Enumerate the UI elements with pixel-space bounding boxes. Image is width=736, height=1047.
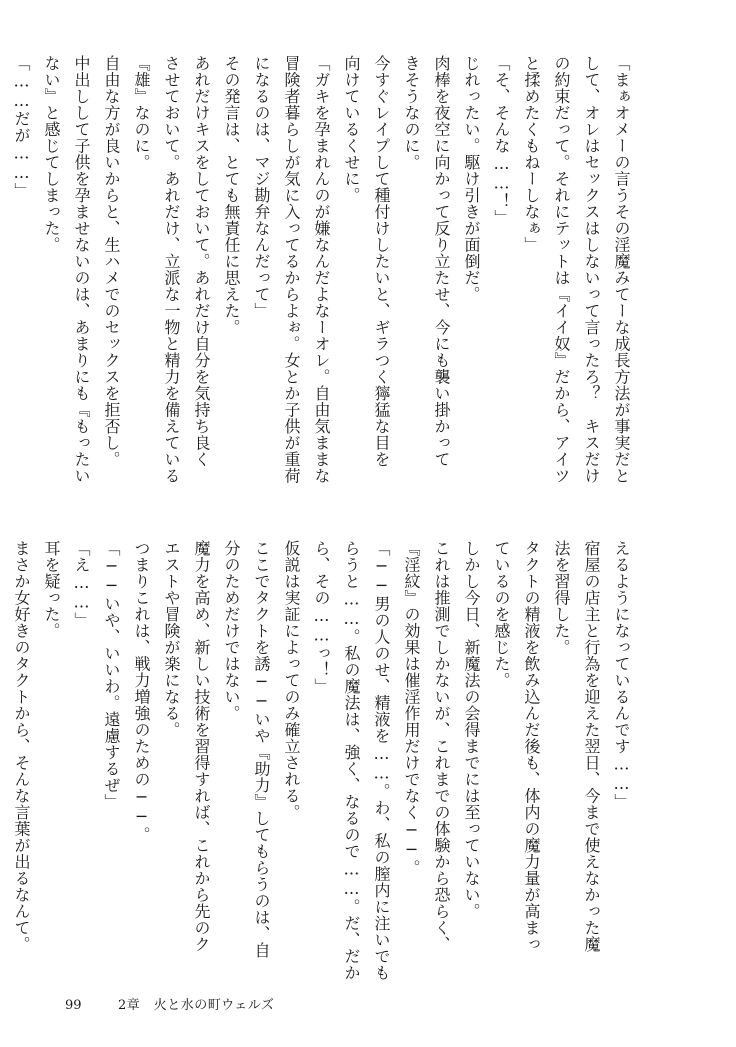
text-line: まさか女好きのタクトから、そんな言葉が出るなんて。: [12, 540, 31, 953]
text-line: 肉棒を夜空に向かって反り立たせ、今にも襲い掛かって: [432, 55, 451, 468]
page-footer: [0, 994, 736, 1018]
text-line: の約束だって。それにテットは『イイ奴』だから、アイツ: [552, 55, 571, 484]
text-line: しかし今日、新魔法の会得までには至っていない。: [462, 540, 481, 920]
text-line: と揉めたくもねーしなぁ」: [522, 55, 541, 253]
text-line: その発言は、とても無責任に思えた。: [222, 55, 241, 336]
text-line: あれだけキスをしておいて。あれだけ自分を気持ち良く: [192, 55, 211, 468]
text-line: 「そ、そんな……！」: [492, 55, 511, 226]
text-line: らうと……。私の魔法は、強く、なるので……。だ、だか: [342, 540, 361, 981]
text-line: させておいて。あれだけ、立派な一物と精力を備えている: [162, 55, 181, 484]
text-line: ているのを感じた。: [492, 540, 511, 689]
text-line: 『淫紋』の効果は催淫作用だけでなく──。: [402, 540, 421, 876]
text-line: 「──男の人のせ、精液を……。わ、私の膣内に注いでも: [372, 540, 391, 981]
page-number: 99: [65, 998, 82, 1013]
text-line: 耳を疑った。: [42, 540, 61, 639]
text-line: えるようになっているんです……」: [612, 540, 631, 810]
text-line: 中出しして子供を孕ませないのは、あまりにも『もったい: [72, 55, 91, 484]
text-line: 仮説は実証によってのみ確立される。: [282, 540, 301, 821]
text-line: 「……だが……」: [12, 55, 31, 199]
chapter-title: 2章 火と水の町ウェルズ: [118, 998, 275, 1013]
text-line: 「え……」: [72, 540, 91, 629]
text-line: きそうなのに。: [402, 55, 421, 171]
text-line: 向けているくせに。: [342, 55, 361, 204]
lower-text-block: [12, 540, 636, 981]
text-line: ない』と感じてしまった。: [42, 55, 61, 253]
text-line: して、オレはセックスはしないって言ったろ？ キスだけ: [582, 55, 601, 484]
upper-text-block: [12, 55, 636, 495]
text-line: つまりこれは、戦力増強のための──。: [132, 540, 151, 843]
text-line: じれったい。駆け引きが面倒だ。: [462, 55, 481, 303]
text-line: ら、その……っ！」: [312, 540, 331, 695]
text-line: 「──いや、いいわ。遠慮するぜ」: [102, 540, 121, 810]
text-line: エストや冒険が楽になる。: [162, 540, 181, 738]
text-line: ここでタクトを誘──いや『助力』してもらうのは、自: [252, 540, 271, 959]
text-line: 自由な方が良いからと、生ハメでのセックスを拒否し。: [102, 55, 121, 468]
text-line: 魔力を高め、新しい技術を習得すれば、これから先のク: [192, 540, 211, 953]
text-line: になるのは、マジ勘弁なんだって」: [252, 55, 271, 319]
text-line: 「ガキを孕まれんのが嫌なんだよなーオレ。自由気ままな: [312, 55, 331, 484]
text-line: タクトの精液を飲み込んだ後も、体内の魔力量が高まっ: [522, 540, 541, 953]
text-line: 『雄』なのに。: [132, 55, 151, 171]
text-line: これは推測でしかないが、これまでの体験から恐らく、: [432, 540, 451, 953]
text-line: 冒険者暮らしが気に入ってるからよぉ。女とか子供が重荷: [282, 55, 301, 484]
text-line: 分のためだけではない。: [222, 540, 241, 722]
text-line: 今すぐレイプして種付けしたいと、ギラつく獰猛な目を: [372, 55, 391, 468]
text-line: 宿屋の店主と行為を迎えた翌日、今まで使えなかった魔: [582, 540, 601, 953]
text-line: 「まぁオメーの言うその淫魔みてーな成長方法が事実だと: [612, 55, 631, 484]
text-line: 法を習得した。: [552, 540, 571, 656]
